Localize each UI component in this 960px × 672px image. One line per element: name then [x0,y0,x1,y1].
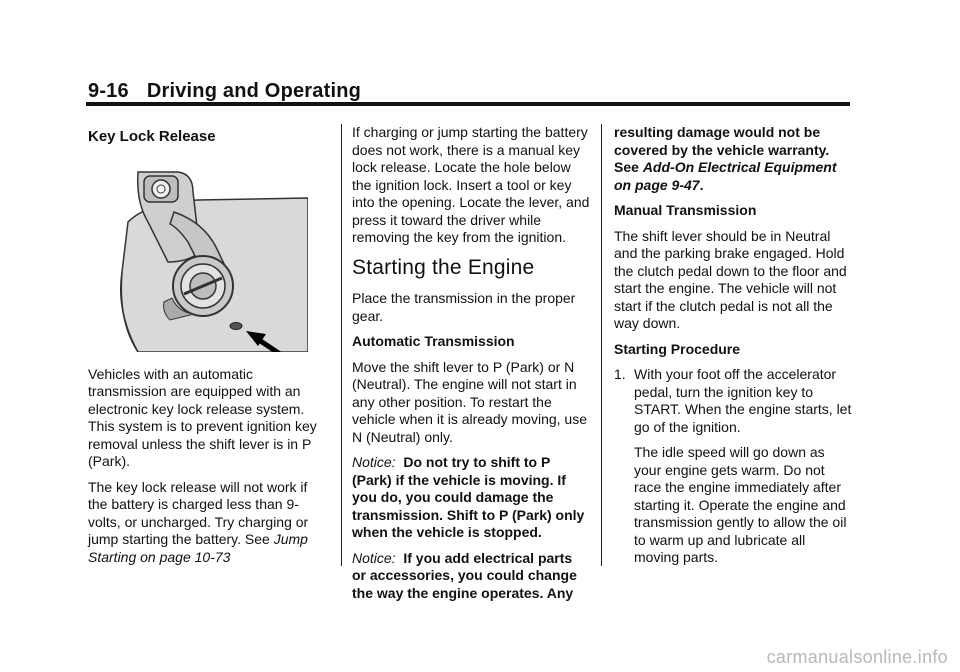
add-on-electrical-link[interactable]: Add-On Electrical Equipment on page 9-47 [614,159,837,193]
column-divider [601,124,602,566]
key-lock-release-heading: Key Lock Release [88,128,216,145]
list-item [614,366,852,436]
header-rule [86,102,850,106]
starting-the-engine-heading: Starting the Engine [352,255,535,279]
column-divider [341,124,342,566]
notice [352,454,590,542]
notice-label: Notice: [352,454,396,470]
column-1 [88,124,326,574]
column-2 [352,124,590,610]
step-number: 1. [614,366,626,382]
starting-procedure-subheading: Starting Procedure [614,340,741,357]
notice-label: Notice: [352,549,396,566]
paragraph: If charging or jump starting the battery does not work, there is a manual key lock release. Locate the hole below the ignition lock. Insert a tool or key into the opening. Locate the lever, and press it toward the driver while removing the key from the ignition. [352,124,590,245]
notice-continuation: resulting damage would not be covered by the vehicle warranty. See Add-On Electrical Equipment on page 9-47. [614,124,837,193]
watermark: carmanualsonline.info [766,647,948,667]
ignition-lock-illustration [108,162,308,352]
paragraph: The shift lever should be in Neutral and the parking brake engaged. Hold the clutch pedal down to the floor and start the engine. The vehicle will not start if the clutch pedal is not all the way down. [614,227,847,331]
column-3 [614,124,852,575]
page-header [88,80,361,103]
automatic-transmission-subheading: Automatic Transmission [352,333,515,349]
step-text: With your foot off the accelerator pedal, turn the ignition key to START. When the engine starts, let go of the ignition. [634,366,852,435]
manual-transmission-subheading: Manual Transmission [614,202,757,218]
paragraph: Move the shift lever to P (Park) or N (Neutral). The engine will not start in any other position. To restart the vehicle when it is already moving, use N (Neutral) only. [352,358,588,445]
paragraph: Place the transmission in the proper gear. [352,290,576,324]
section-title: Driving and Operating [146,80,362,102]
notice-text: Do not try to shift to P (Park) if the vehicle is moving. If you do, you could damage the transmission. Shift to P (Park) only when the vehicle is stopped. [352,454,585,540]
notice [352,550,590,603]
jump-starting-link[interactable]: Jump Starting on page 10-73 [88,531,308,565]
paragraph: Vehicles with an automatic transmission are equipped with an electronic key lock release system. This system is to prevent ignition key removal unless the shift lever is in P (Park). [88,365,317,469]
notice-text: If you add electrical parts or accessories, you could change the way the engine operates. Any [352,549,577,601]
paragraph: The key lock release will not work if the battery is charged less than 9-volts, or uncharged. Try charging or jump starting the battery. See Jump Starting on page 10-73 [88,478,309,565]
step-paragraph: The idle speed will go down as your engine gets warm. Do not race the engine immediately after starting it. Operate the engine and transmission gently to allow the oil to warm up and lubricate all moving parts. [634,444,847,565]
page-number: 9-16 [88,80,129,102]
